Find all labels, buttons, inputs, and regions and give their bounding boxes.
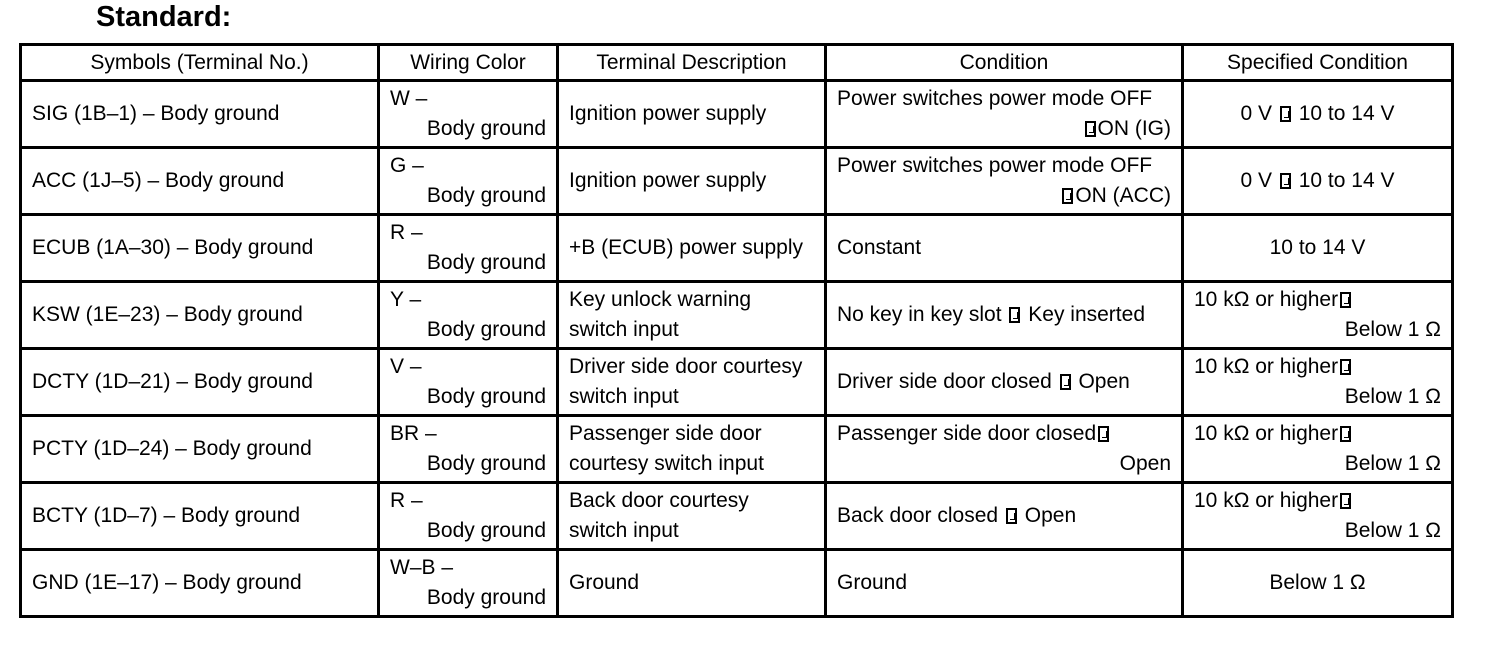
spec-to: Below 1 Ω bbox=[1344, 452, 1441, 475]
spec-from: 10 kΩ or higher bbox=[1194, 422, 1339, 445]
specified-cell bbox=[1183, 81, 1453, 148]
description-line: Passenger side door bbox=[569, 422, 762, 445]
table-row bbox=[21, 550, 1453, 617]
condition-cell: Constant bbox=[826, 215, 1183, 282]
specified-cell: Below 1 Ω bbox=[1183, 550, 1453, 617]
table-row bbox=[21, 349, 1453, 416]
arrow-icon bbox=[1340, 493, 1351, 509]
condition-from: Passenger side door closed bbox=[837, 422, 1097, 445]
wire-destination: Body ground bbox=[426, 385, 546, 408]
wire-color: W–B – bbox=[390, 556, 454, 579]
arrow-icon bbox=[1062, 188, 1073, 204]
wire-destination: Body ground bbox=[426, 251, 546, 274]
wire-color: G – bbox=[390, 154, 424, 177]
arrow-icon bbox=[1006, 508, 1017, 524]
spec-to: Below 1 Ω bbox=[1344, 519, 1441, 542]
description-line: switch input bbox=[569, 318, 679, 341]
description-line: switch input bbox=[569, 385, 679, 408]
condition-to: ON (IG) bbox=[1097, 117, 1171, 140]
arrow-icon bbox=[1009, 307, 1020, 323]
arrow-icon bbox=[1098, 426, 1109, 442]
description-cell bbox=[558, 349, 826, 416]
page-title: Standard: bbox=[96, 1, 232, 33]
wiring-color-cell bbox=[379, 483, 558, 550]
description-cell: +B (ECUB) power supply bbox=[558, 215, 826, 282]
condition-from: Driver side door closed bbox=[837, 370, 1052, 393]
description-cell bbox=[558, 416, 826, 483]
symbol-cell: BCTY (1D–7) – Body ground bbox=[21, 483, 379, 550]
arrow-icon bbox=[1280, 173, 1291, 189]
condition-from: Power switches power mode OFF bbox=[837, 154, 1153, 177]
header-wiring-color: Wiring Color bbox=[379, 45, 558, 81]
wiring-color-cell bbox=[379, 81, 558, 148]
spec-to: 10 to 14 V bbox=[1298, 102, 1395, 125]
wire-destination: Body ground bbox=[426, 452, 546, 475]
standard-table bbox=[19, 43, 1454, 618]
arrow-icon bbox=[1280, 106, 1291, 122]
wire-destination: Body ground bbox=[426, 184, 546, 207]
description-line: Key unlock warning bbox=[569, 288, 752, 311]
condition-to: Open bbox=[1024, 504, 1077, 527]
specified-cell bbox=[1183, 148, 1453, 215]
spec-from: 0 V bbox=[1240, 169, 1273, 192]
spec-from: 10 kΩ or higher bbox=[1194, 355, 1339, 378]
arrow-icon bbox=[1340, 426, 1351, 442]
description-cell bbox=[558, 282, 826, 349]
description-line: Back door courtesy bbox=[569, 489, 749, 512]
specified-cell bbox=[1183, 349, 1453, 416]
specified-cell bbox=[1183, 483, 1453, 550]
header-condition: Condition bbox=[826, 45, 1183, 81]
description-line: switch input bbox=[569, 519, 679, 542]
description-cell: Ignition power supply bbox=[558, 81, 826, 148]
wire-color: V – bbox=[390, 355, 422, 378]
condition-to: ON (ACC) bbox=[1075, 184, 1171, 207]
symbol-cell: DCTY (1D–21) – Body ground bbox=[21, 349, 379, 416]
symbol-cell: ECUB (1A–30) – Body ground bbox=[21, 215, 379, 282]
header-row bbox=[21, 45, 1453, 81]
table-row bbox=[21, 215, 1453, 282]
spec-from: 10 kΩ or higher bbox=[1194, 489, 1339, 512]
condition-cell bbox=[826, 483, 1183, 550]
wire-destination: Body ground bbox=[426, 318, 546, 341]
wire-color: BR – bbox=[390, 422, 437, 445]
description-cell: Ground bbox=[558, 550, 826, 617]
condition-cell bbox=[826, 349, 1183, 416]
wire-color: R – bbox=[390, 489, 423, 512]
wire-destination: Body ground bbox=[426, 117, 546, 140]
wiring-color-cell bbox=[379, 215, 558, 282]
arrow-icon bbox=[1340, 292, 1351, 308]
condition-cell bbox=[826, 148, 1183, 215]
wiring-color-cell bbox=[379, 148, 558, 215]
wire-color: W – bbox=[390, 87, 428, 110]
symbol-cell: ACC (1J–5) – Body ground bbox=[21, 148, 379, 215]
condition-cell: Ground bbox=[826, 550, 1183, 617]
description-line: Driver side door courtesy bbox=[569, 355, 803, 378]
table-row bbox=[21, 282, 1453, 349]
specified-cell: 10 to 14 V bbox=[1183, 215, 1453, 282]
condition-to: Open bbox=[1078, 370, 1130, 393]
description-cell: Ignition power supply bbox=[558, 148, 826, 215]
spec-to: Below 1 Ω bbox=[1344, 318, 1441, 341]
table-row bbox=[21, 81, 1453, 148]
arrow-icon bbox=[1060, 374, 1071, 390]
spec-to: 10 to 14 V bbox=[1298, 169, 1395, 192]
symbol-cell: GND (1E–17) – Body ground bbox=[21, 550, 379, 617]
condition-cell bbox=[826, 282, 1183, 349]
header-terminal-description: Terminal Description bbox=[558, 45, 826, 81]
specified-cell bbox=[1183, 282, 1453, 349]
wiring-color-cell bbox=[379, 282, 558, 349]
description-line: courtesy switch input bbox=[569, 452, 764, 475]
condition-cell bbox=[826, 81, 1183, 148]
condition-cell bbox=[826, 416, 1183, 483]
symbol-cell: SIG (1B–1) – Body ground bbox=[21, 81, 379, 148]
table-row bbox=[21, 483, 1453, 550]
wire-color: R – bbox=[390, 221, 423, 244]
arrow-icon bbox=[1085, 121, 1096, 137]
wire-destination: Body ground bbox=[426, 586, 546, 609]
header-specified-condition: Specified Condition bbox=[1183, 45, 1453, 81]
wiring-color-cell bbox=[379, 349, 558, 416]
spec-from: 10 kΩ or higher bbox=[1194, 288, 1339, 311]
arrow-icon bbox=[1340, 359, 1351, 375]
spec-to: Below 1 Ω bbox=[1344, 385, 1441, 408]
symbol-cell: PCTY (1D–24) – Body ground bbox=[21, 416, 379, 483]
symbol-cell: KSW (1E–23) – Body ground bbox=[21, 282, 379, 349]
condition-from: Power switches power mode OFF bbox=[837, 87, 1153, 110]
wiring-color-cell bbox=[379, 416, 558, 483]
wire-destination: Body ground bbox=[426, 519, 546, 542]
condition-from: Back door closed bbox=[837, 504, 999, 527]
wiring-color-cell bbox=[379, 550, 558, 617]
table-row bbox=[21, 148, 1453, 215]
header-symbols: Symbols (Terminal No.) bbox=[21, 45, 379, 81]
condition-from: No key in key slot bbox=[837, 303, 1002, 326]
table-row bbox=[21, 416, 1453, 483]
specified-cell bbox=[1183, 416, 1453, 483]
condition-to: Key inserted bbox=[1028, 303, 1145, 326]
spec-from: 0 V bbox=[1240, 102, 1273, 125]
condition-to: Open bbox=[1119, 452, 1171, 475]
description-cell bbox=[558, 483, 826, 550]
wire-color: Y – bbox=[390, 288, 422, 311]
